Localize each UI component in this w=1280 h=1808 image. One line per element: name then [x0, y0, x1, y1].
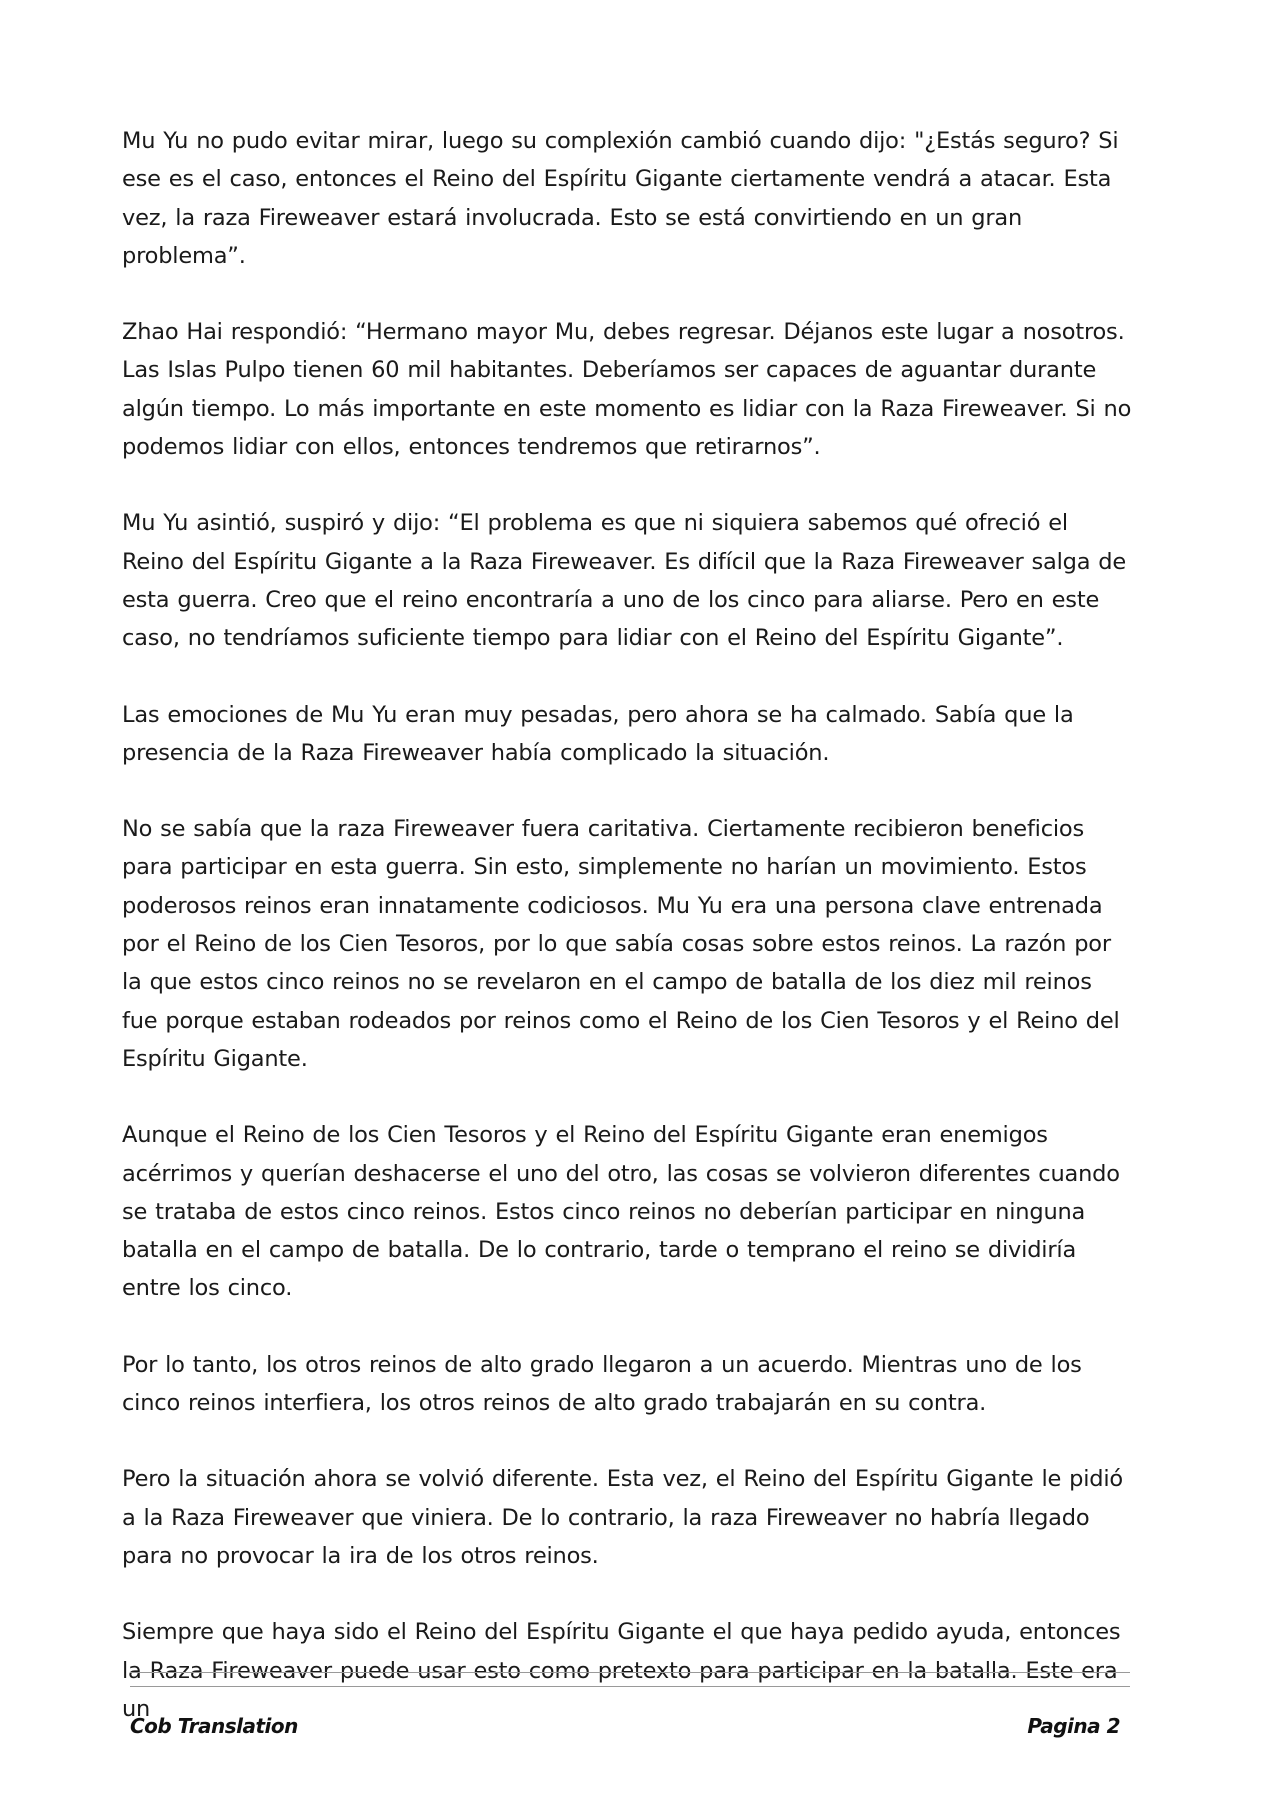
footer-page-number: Pagina 2: [1027, 1714, 1120, 1738]
paragraph: Las emociones de Mu Yu eran muy pesadas, pero ahora se ha calmado. Sabía que la presencia de la Raza Fireweaver había complicado la situación.: [122, 701, 1074, 766]
paragraph: Siempre que haya sido el Reino del Espíritu Gigante el que haya pedido ayuda, entonces la Raza Fireweaver puede usar esto como pretexto para participar en la batalla. Este era un: [122, 1619, 1121, 1722]
paragraph: No se sabía que la raza Fireweaver fuera caritativa. Ciertamente recibieron beneficios para participar en esta guerra. Sin esto, simplemente no harían un movimiento. Estos poderosos reinos eran innatamente codiciosos. Mu Yu era una persona clave entrenada por el Reino de los Cien Tesoros, por lo que sabía cosas sobre estos reinos. La razón por la que estos cinco reinos no se revelaron en el campo de batalla de los diez mil reinos fue porque estaban rodeados por reinos como el Reino de los Cien Tesoros y el Reino del Espíritu Gigante.: [122, 816, 1120, 1072]
paragraph: Pero la situación ahora se volvió diferente. Esta vez, el Reino del Espíritu Gigante le pidió a la Raza Fireweaver que viniera. De lo contrario, la raza Fireweaver no habría llegado para no provocar la ira de los otros reinos.: [122, 1466, 1123, 1569]
paragraph: Aunque el Reino de los Cien Tesoros y el Reino del Espíritu Gigante eran enemigos acérrimos y querían deshacerse el uno del otro, las cosas se volvieron diferentes cuando se trataba de estos cinco reinos. Estos cinco reinos no deberían participar en ninguna batalla en el campo de batalla. De lo contrario, tarde o temprano el reino se dividiría entre los cinco.: [122, 1122, 1120, 1302]
footer-divider-top: [130, 1672, 1130, 1673]
paragraph: Zhao Hai respondió: “Hermano mayor Mu, debes regresar. Déjanos este lugar a nosotros. Las Islas Pulpo tienen 60 mil habitantes. Deberíamos ser capaces de aguantar durante algún tiempo. Lo más importante en este momento es lidiar con la Raza Fireweaver. Si no podemos lidiar con ellos, entonces tendremos que retirarnos”.: [122, 319, 1132, 461]
paragraph: Mu Yu no pudo evitar mirar, luego su complexión cambió cuando dijo: "¿Estás seguro? Si ese es el caso, entonces el Reino del Espíritu Gigante ciertamente vendrá a atacar. Esta vez, la raza Fireweaver estará involucrada. Esto se está convirtiendo en un gran problema”.: [122, 128, 1119, 269]
paragraph: Por lo tanto, los otros reinos de alto grado llegaron a un acuerdo. Mientras uno de los cinco reinos interfiera, los otros reinos de alto grado trabajarán en su contra.: [122, 1351, 1082, 1417]
body-text: [122, 122, 1132, 1766]
footer-translator-credit: Cob Translation: [130, 1714, 298, 1738]
paragraph: Mu Yu asintió, suspiró y dijo: “El problema es que ni siquiera sabemos qué ofreció el Reino del Espíritu Gigante a la Raza Fireweaver. Es difícil que la Raza Fireweaver salga de esta guerra. Creo que el reino encontraría a uno de los cinco para aliarse. Pero en este caso, no tendríamos suficiente tiempo para lidiar con el Reino del Espíritu Gigante”.: [122, 510, 1126, 652]
footer-divider-bottom: [130, 1686, 1130, 1687]
